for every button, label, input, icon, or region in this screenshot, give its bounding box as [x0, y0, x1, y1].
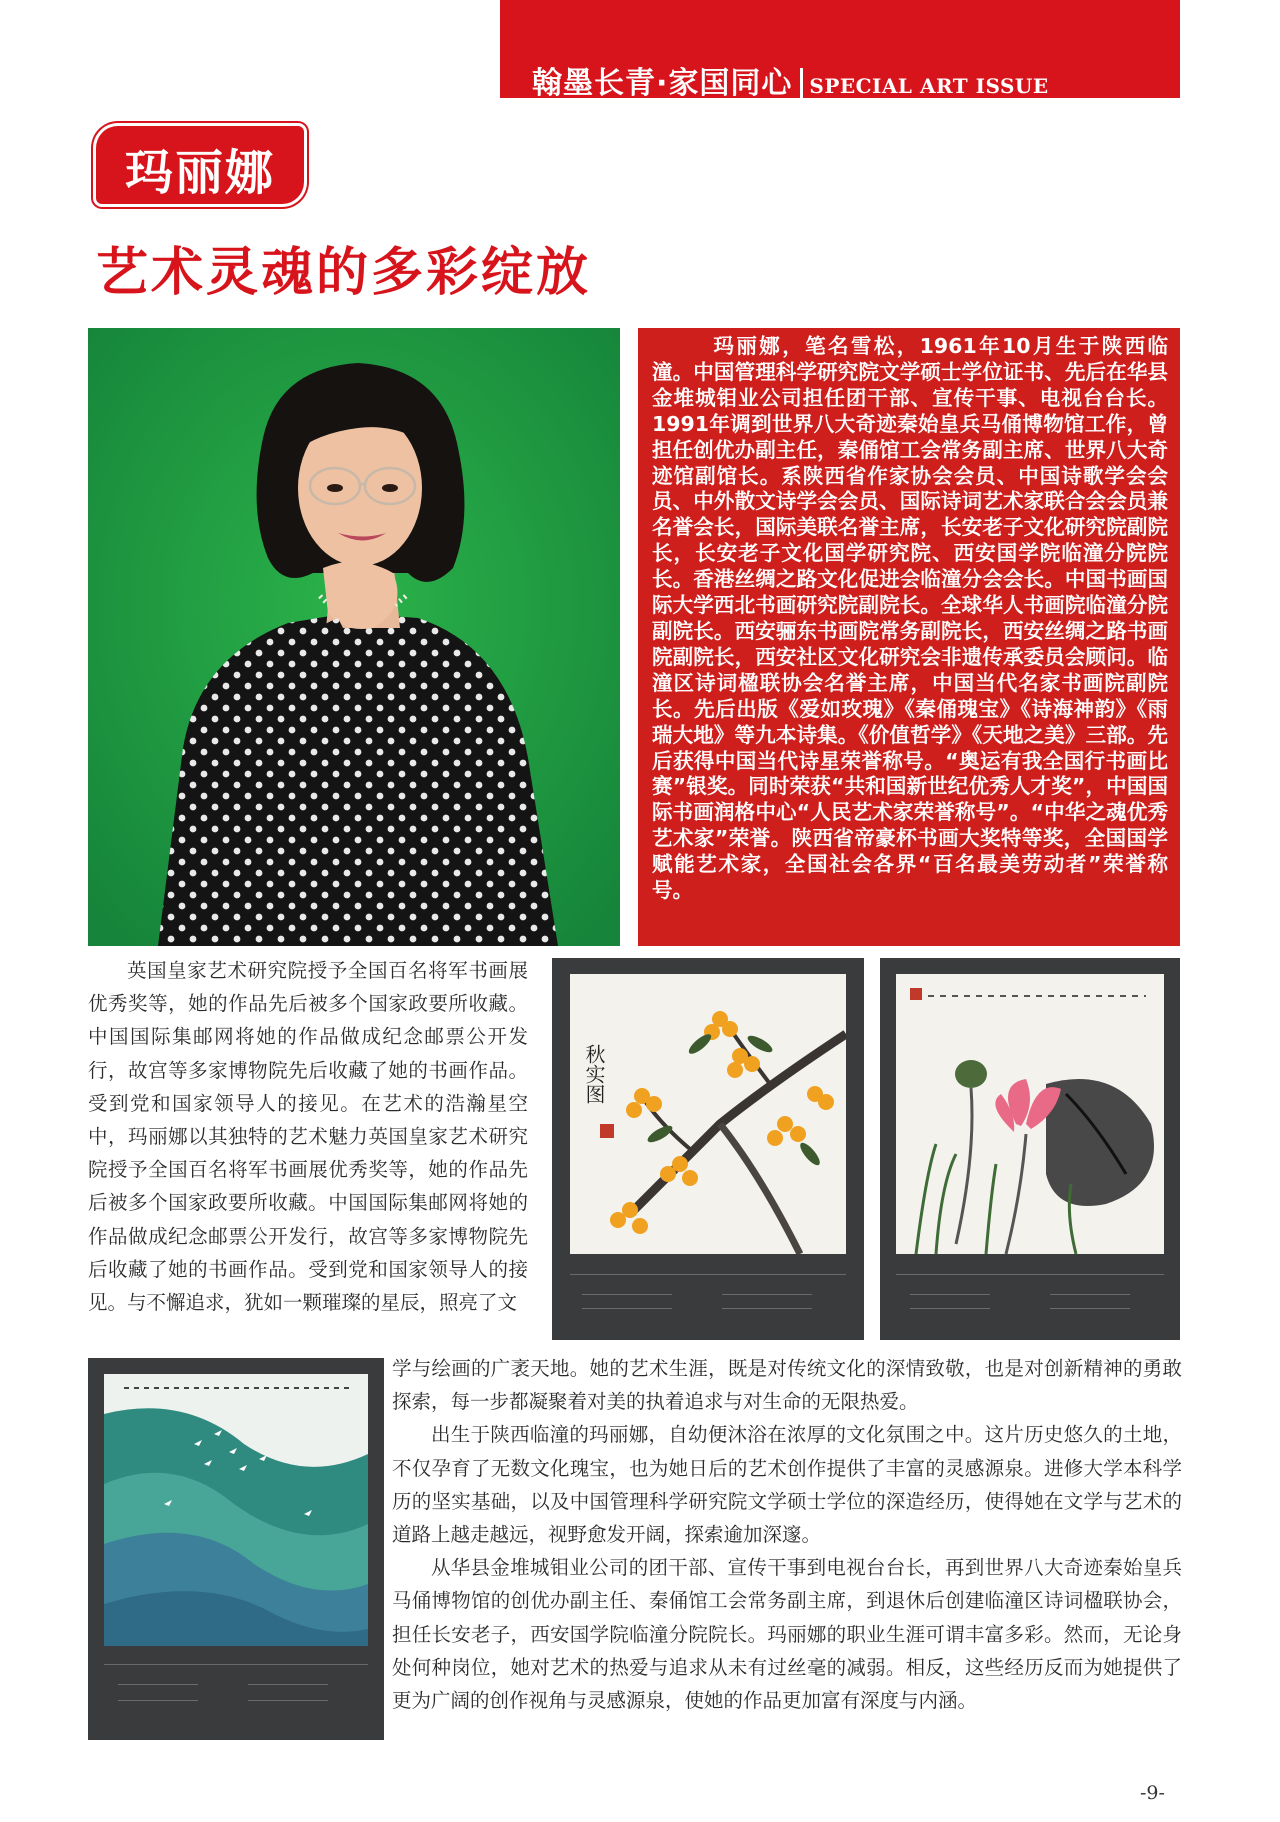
artwork-loquat-caption-line: [722, 1294, 812, 1295]
header-divider: [800, 68, 803, 98]
artwork-loquat: [552, 958, 864, 1340]
svg-text:秋实图: 秋实图: [582, 1044, 606, 1104]
artwork-loquat-caption-line: [582, 1294, 672, 1295]
artwork-lotus: [880, 958, 1180, 1340]
name-badge: [96, 126, 304, 204]
artist-name: 玛丽娜: [124, 145, 275, 201]
artwork-waves-rule: [104, 1664, 368, 1665]
body-paragraph-3: 从华县金堆城钼业公司的团干部、宣传干事到电视台台长，再到世界八大奇迹秦始皇兵马俑博物馆的创优办副主任、秦俑馆工会常务副主席，到退休后创建临潼区诗词楹联协会，担任长安老子，西安国学院临潼分院院长。玛丽娜的职业生涯可谓丰富多彩。然而，无论身处何种岗位，她对艺术的热爱与追求从未有过丝毫的减弱。相反，这些经历反而为她提供了更为广阔的创作视角与灵感源泉，使她的作品更加富有深度与内涵。: [392, 1556, 1182, 1713]
bio-panel: [638, 328, 1180, 946]
artwork-waves-paper: [104, 1374, 368, 1646]
body-paragraph-2: 出生于陕西临潼的玛丽娜，自幼便沐浴在浓厚的文化氛围之中。这片历史悠久的土地，不仅孕育了无数文化瑰宝，也为她日后的艺术创作提供了丰富的灵感源泉。进修大学本科学历的坚实基础，以及中国管理科学研究院文学硕士学位的深造经历，使得她在文学与艺术的道路上越走越远，视野愈发开阔，探索逾加深邃。: [392, 1423, 1182, 1547]
artwork-waves-caption-line: [118, 1684, 198, 1685]
artwork-waves-caption-line: [118, 1700, 198, 1701]
artwork-loquat-rule: [570, 1274, 846, 1275]
article-subtitle: 艺术灵魂的多彩绽放: [96, 243, 592, 303]
body-text-column: [392, 1352, 1182, 1717]
artwork-lotus-caption-line: [910, 1308, 990, 1309]
artwork-lotus-caption-line: [1050, 1294, 1130, 1295]
artwork-waves-caption-line: [248, 1700, 328, 1701]
artwork-loquat-caption-line: [582, 1308, 672, 1309]
artist-portrait: [88, 328, 620, 946]
artwork-lotus-rule: [896, 1274, 1164, 1275]
body-paragraph-1: 英国皇家艺术研究院授予全国百名将军书画展优秀奖等，她的作品先后被多个国家政要所收藏。中国国际集邮网将她的作品做成纪念邮票公开发行，故宫等多家博物院先后收藏了她的书画作品。受到党和国家领导人的接见。在艺术的浩瀚星空中，玛丽娜以其独特的艺术魅力英国皇家艺术研究院授予全国百名将军书画展优秀奖等，她的作品先后被多个国家政要所收藏。中国国际集邮网将她的作品做成纪念邮票公开发行，故宫等多家博物院先后收藏了她的书画作品。受到党和国家领导人的接见。与不懈追求，犹如一颗璀璨的星辰，照亮了文: [88, 959, 528, 1315]
loquat-painting-illustration: [570, 974, 846, 1254]
artwork-lotus-caption-line: [1050, 1308, 1130, 1309]
artwork-waves: [88, 1358, 384, 1740]
bio-text: 玛丽娜，笔名雪松，1961年10月生于陕西临潼。中国管理科学研究院文学硕士学位证书、先后在华县金堆城钼业公司担任团干部、宣传干事、电视台台长。1991年调到世界八大奇迹秦始皇兵马俑博物馆工作，曾担任创优办副主任，秦俑馆工会常务副主席、世界八大奇迹馆副馆长。系陕西省作家协会会员、中国诗歌学会会员、中外散文诗学会会员、国际诗词艺术家联合会会员兼名誉会长，国际美联名誉主席，长安老子文化研究院副院长，长安老子文化国学研究院、西安国学院临潼分院院长。香港丝绸之路文化促进会临潼分会会长。中国书画国际大学西北书画研究院副院长。全球华人书画院临潼分院副院长。西安骊东书画院常务副院长，西安丝绸之路书画院副院长，西安社区文化研究会非遗传承委员会顾问。临潼区诗词楹联协会名誉主席，中国当代名家书画院副院长。先后出版《爱如玫瑰》《秦俑瑰宝》《诗海神韵》《雨瑞大地》等九本诗集。《价值哲学》《天地之美》三部。先后获得中国当代诗星荣誉称号。“奥运有我全国行书画比赛”银奖。同时荣获“共和国新世纪优秀人才奖”，中国国际书画润格中心“人民艺术家荣誉称号”。“中华之魂优秀艺术家”荣誉。陕西省帝豪杯书画大奖特等奖，全国国学赋能艺术家，全国社会各界“百名最美劳动者”荣誉称号。: [652, 334, 1168, 903]
page-number: -9-: [1140, 1782, 1165, 1804]
artwork-lotus-paper: [896, 974, 1164, 1254]
header-title: [532, 58, 1049, 102]
portrait-illustration: [88, 328, 620, 946]
lotus-painting-illustration: [896, 974, 1164, 1254]
header-title-en: SPECIAL ART ISSUE: [809, 74, 1049, 98]
body-paragraph-1-continued: 学与绘画的广袤天地。她的艺术生涯，既是对传统文化的深情致敬，也是对创新精神的勇敢探索，每一步都凝聚着对美的执着追求与对生命的无限热爱。: [392, 1357, 1182, 1414]
artwork-waves-caption-line: [248, 1684, 328, 1685]
waves-painting-illustration: [104, 1374, 368, 1646]
artwork-loquat-caption-line: [722, 1308, 812, 1309]
artwork-loquat-paper: [570, 974, 846, 1254]
header-band: [500, 0, 1180, 101]
artwork-lotus-caption-line: [910, 1294, 990, 1295]
header-title-zh: 翰墨长青·家国同心: [532, 66, 793, 101]
